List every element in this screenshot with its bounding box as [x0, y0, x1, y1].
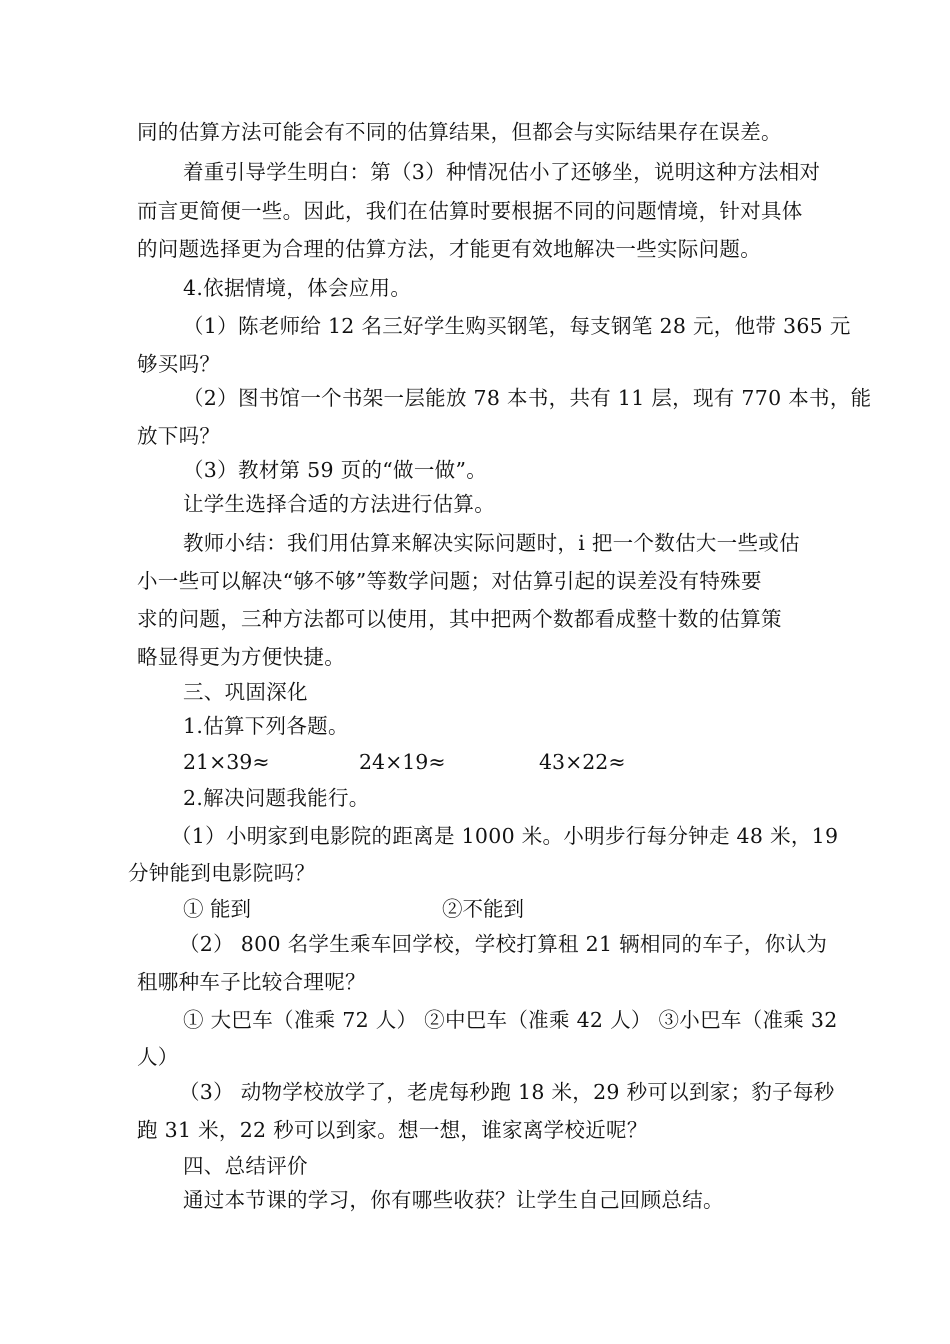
question-3-line: （3）教材第 59 页的“做一做”。	[183, 458, 488, 482]
problem-1-line-2: 分钟能到电影院吗？	[128, 861, 316, 885]
instruction-line: 让学生选择合适的方法进行估算。	[183, 492, 495, 516]
summary-line-4: 略显得更为方便快捷。	[137, 645, 345, 669]
summary-line-3: 求的问题，三种方法都可以使用，其中把两个数都看成整十数的估算策	[137, 607, 782, 631]
problem-2-line-2: 租哪种车子比较合理呢？	[137, 970, 366, 994]
option-can-arrive: ① 能到	[183, 897, 252, 921]
problem-2-line-1: （2） 800 名学生乘车回学校，学校打算租 21 辆相同的车子，你认为	[179, 932, 828, 956]
question-2-line-1: （2）图书馆一个书架一层能放 78 本书，共有 11 层，现有 770 本书，能	[183, 386, 872, 410]
estimate-1: 21×39≈	[183, 750, 270, 774]
estimate-3: 43×22≈	[539, 750, 626, 774]
section-heading-summary: 四、总结评价	[183, 1154, 308, 1178]
question-2-line-2: 放下吗？	[137, 424, 221, 448]
paragraph-line-3: 而言更简便一些。因此，我们在估算时要根据不同的问题情境，针对具体	[137, 199, 803, 223]
paragraph-line-2: 着重引导学生明白：第（3）种情况估小了还够坐，说明这种方法相对	[183, 160, 821, 184]
paragraph-line-4: 的问题选择更为合理的估算方法，才能更有效地解决一些实际问题。	[137, 237, 761, 261]
question-1-line-2: 够买吗？	[137, 352, 221, 376]
section-heading-consolidate: 三、巩固深化	[183, 680, 308, 704]
problem-2-options: ① 大巴车（准乘 72 人） ②中巴车（准乘 42 人） ③小巴车（准乘 32	[183, 1008, 838, 1032]
paragraph-line-1: 同的估算方法可能会有不同的估算结果，但都会与实际结果存在误差。	[137, 120, 782, 144]
closing-line: 通过本节课的学习，你有哪些收获？让学生自己回顾总结。	[183, 1188, 724, 1212]
problem-3-line-1: （3） 动物学校放学了，老虎每秒跑 18 米，29 秒可以到家；豹子每秒	[179, 1080, 835, 1104]
problem-1-line-1: （1）小明家到电影院的距离是 1000 米。小明步行每分钟走 48 米，19	[171, 824, 839, 848]
option-cannot-arrive: ②不能到	[442, 897, 524, 921]
section-heading-apply: 4.依据情境，体会应用。	[183, 276, 412, 300]
exercise-1-heading: 1.估算下列各题。	[183, 714, 349, 738]
estimate-2: 24×19≈	[359, 750, 446, 774]
problem-2-options-wrap: 人）	[137, 1045, 179, 1069]
problem-3-line-2: 跑 31 米，22 秒可以到家。想一想，谁家离学校近呢？	[137, 1118, 648, 1142]
summary-line-1: 教师小结：我们用估算来解决实际问题时，i 把一个数估大一些或估	[183, 531, 800, 555]
summary-line-2: 小一些可以解决“够不够”等数学问题；对估算引起的误差没有特殊要	[137, 569, 762, 593]
exercise-2-heading: 2.解决问题我能行。	[183, 786, 370, 810]
question-1-line-1: （1）陈老师给 12 名三好学生购买钢笔，每支钢笔 28 元，他带 365 元	[183, 314, 851, 338]
